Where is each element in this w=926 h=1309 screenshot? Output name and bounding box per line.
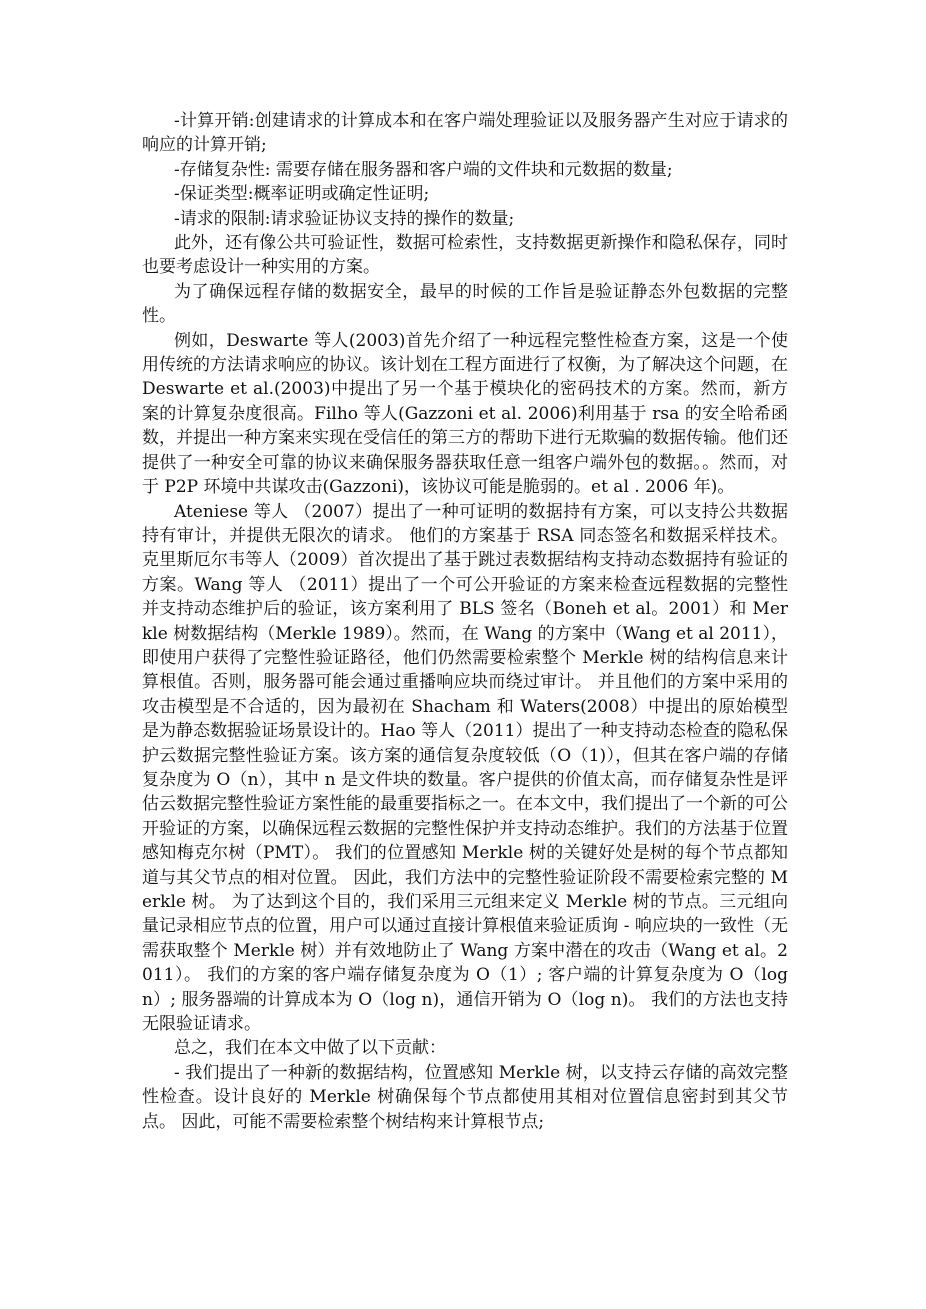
document-body <box>142 109 788 1134</box>
paragraph-early-work: 为了确保远程存储的数据安全，最早的时候的工作旨是验证静态外包数据的完整性。 <box>142 281 788 327</box>
paragraph-computation-overhead: -计算开销:创建请求的计算成本和在客户端处理验证以及服务器产生对应于请求的响应的计算开销; <box>142 111 788 156</box>
paragraph-deswarte: 例如，Deswarte 等人(2003)首先介绍了一种远程完整性检查方案，这是一个使用传统的方法请求响应的协议。该计划在工程方面进行了权衡，为了解决这个问题，在 Deswarte et al.(2003)中提出了另一个基于模块化的密码技术的方案。然而，新方案的计算复杂度很高。Filho 等人(Gazzoni et al. 2006)利用基于 rsa 的安全哈希函数，并提出一种方案来实现在受信任的第三方的帮助下进行无欺骗的数据传输。他们还提供了一种安全可靠的协议来确保服务器获取任意一组客户端外包的数据。。然而，对于 P2P 环境中共谋攻击(Gazzoni)，该协议可能是脆弱的。et al . 2006 年)。 <box>142 330 788 498</box>
paragraph-guarantee-type: -保证类型:概率证明或确定性证明; <box>174 184 430 205</box>
paragraph-request-limit: -请求的限制:请求验证协议支持的操作的数量; <box>174 208 515 229</box>
paragraph-storage-complexity: -存储复杂性: 需要存储在服务器和客户端的文件块和元数据的数量; <box>174 159 673 180</box>
paragraph-additional-properties: 此外，还有像公共可验证性，数据可检索性，支持数据更新操作和隐私保存，同时也要考虑设计一种实用的方案。 <box>142 233 788 278</box>
paragraph-contributions-intro: 总之，我们在本文中做了以下贡献： <box>174 1038 446 1059</box>
paragraph-ateniese: Ateniese 等人 （2007）提出了一种可证明的数据持有方案，可以支持公共数据持有审计，并提供无限次的请求。 他们的方案基于 RSA 同态签名和数据采样技术。克里斯厄尔韦等人（2009）首次提出了基于跳过表数据结构支持动态数据持有验证的方案。Wang 等人 （2011）提出了一个可公开验证的方案来检查远程数据的完整性并支持动态维护后的验证，该方案利用了 BLS 签名（Boneh et al。2001）和 Merkle 树数据结构（Merkle 1989）。然而，在 Wang 的方案中（Wang et al 2011），即使用户获得了完整性验证路径，他们仍然需要检索整个 Merkle 树的结构信息来计算根值。否则，服务器可能会通过重播响应块而绕过审计。 并且他们的方案中采用的攻击模型是不合适的，因为最初在 Shacham 和 Waters(2008）中提出的原始模型是为静态数据验证场景设计的。Hao 等人（2011）提出了一种支持动态检查的隐私保护云数据完整性验证方案。该方案的通信复杂度较低（O（1)），但其在客户端的存储复杂度为 O（n），其中 n 是文件块的数量。客户提供的价值太高，而存储复杂性是评估云数据完整性验证方案性能的最重要指标之一。在本文中，我们提出了一个新的可公开验证的方案，以确保远程云数据的完整性保护并支持动态维护。我们的方法基于位置感知梅克尔树（PMT）。 我们的位置感知 Merkle 树的关键好处是树的每个节点都知道与其父节点的相对位置。 因此，我们方法中的完整性验证阶段不需要检索完整的 Merkle 树。 为了达到这个目的，我们采用三元组来定义 Merkle 树的节点。三元组向量记录相应节点的位置，用户可以通过直接计算根值来验证质询 - 响应块的一致性（无需获取整个 Merkle 树）并有效地防止了 Wang 方案中潜在的攻击（Wang et al。2011）。 我们的方案的客户端存储复杂度为 O（1）; 客户端的计算复杂度为 O（log n）; 服务器端的计算成本为 O（log n)，通信开销为 O（log n)。 我们的方法也支持无限验证请求。 <box>142 501 788 1035</box>
paragraph-contribution-1: - 我们提出了一种新的数据结构，位置感知 Merkle 树，以支持云存储的高效完整性检查。设计良好的 Merkle 树确保每个节点都使用其相对位置信息密封到其父节点。 因此，可能不需要检索整个树结构来计算根节点; <box>142 1062 788 1132</box>
